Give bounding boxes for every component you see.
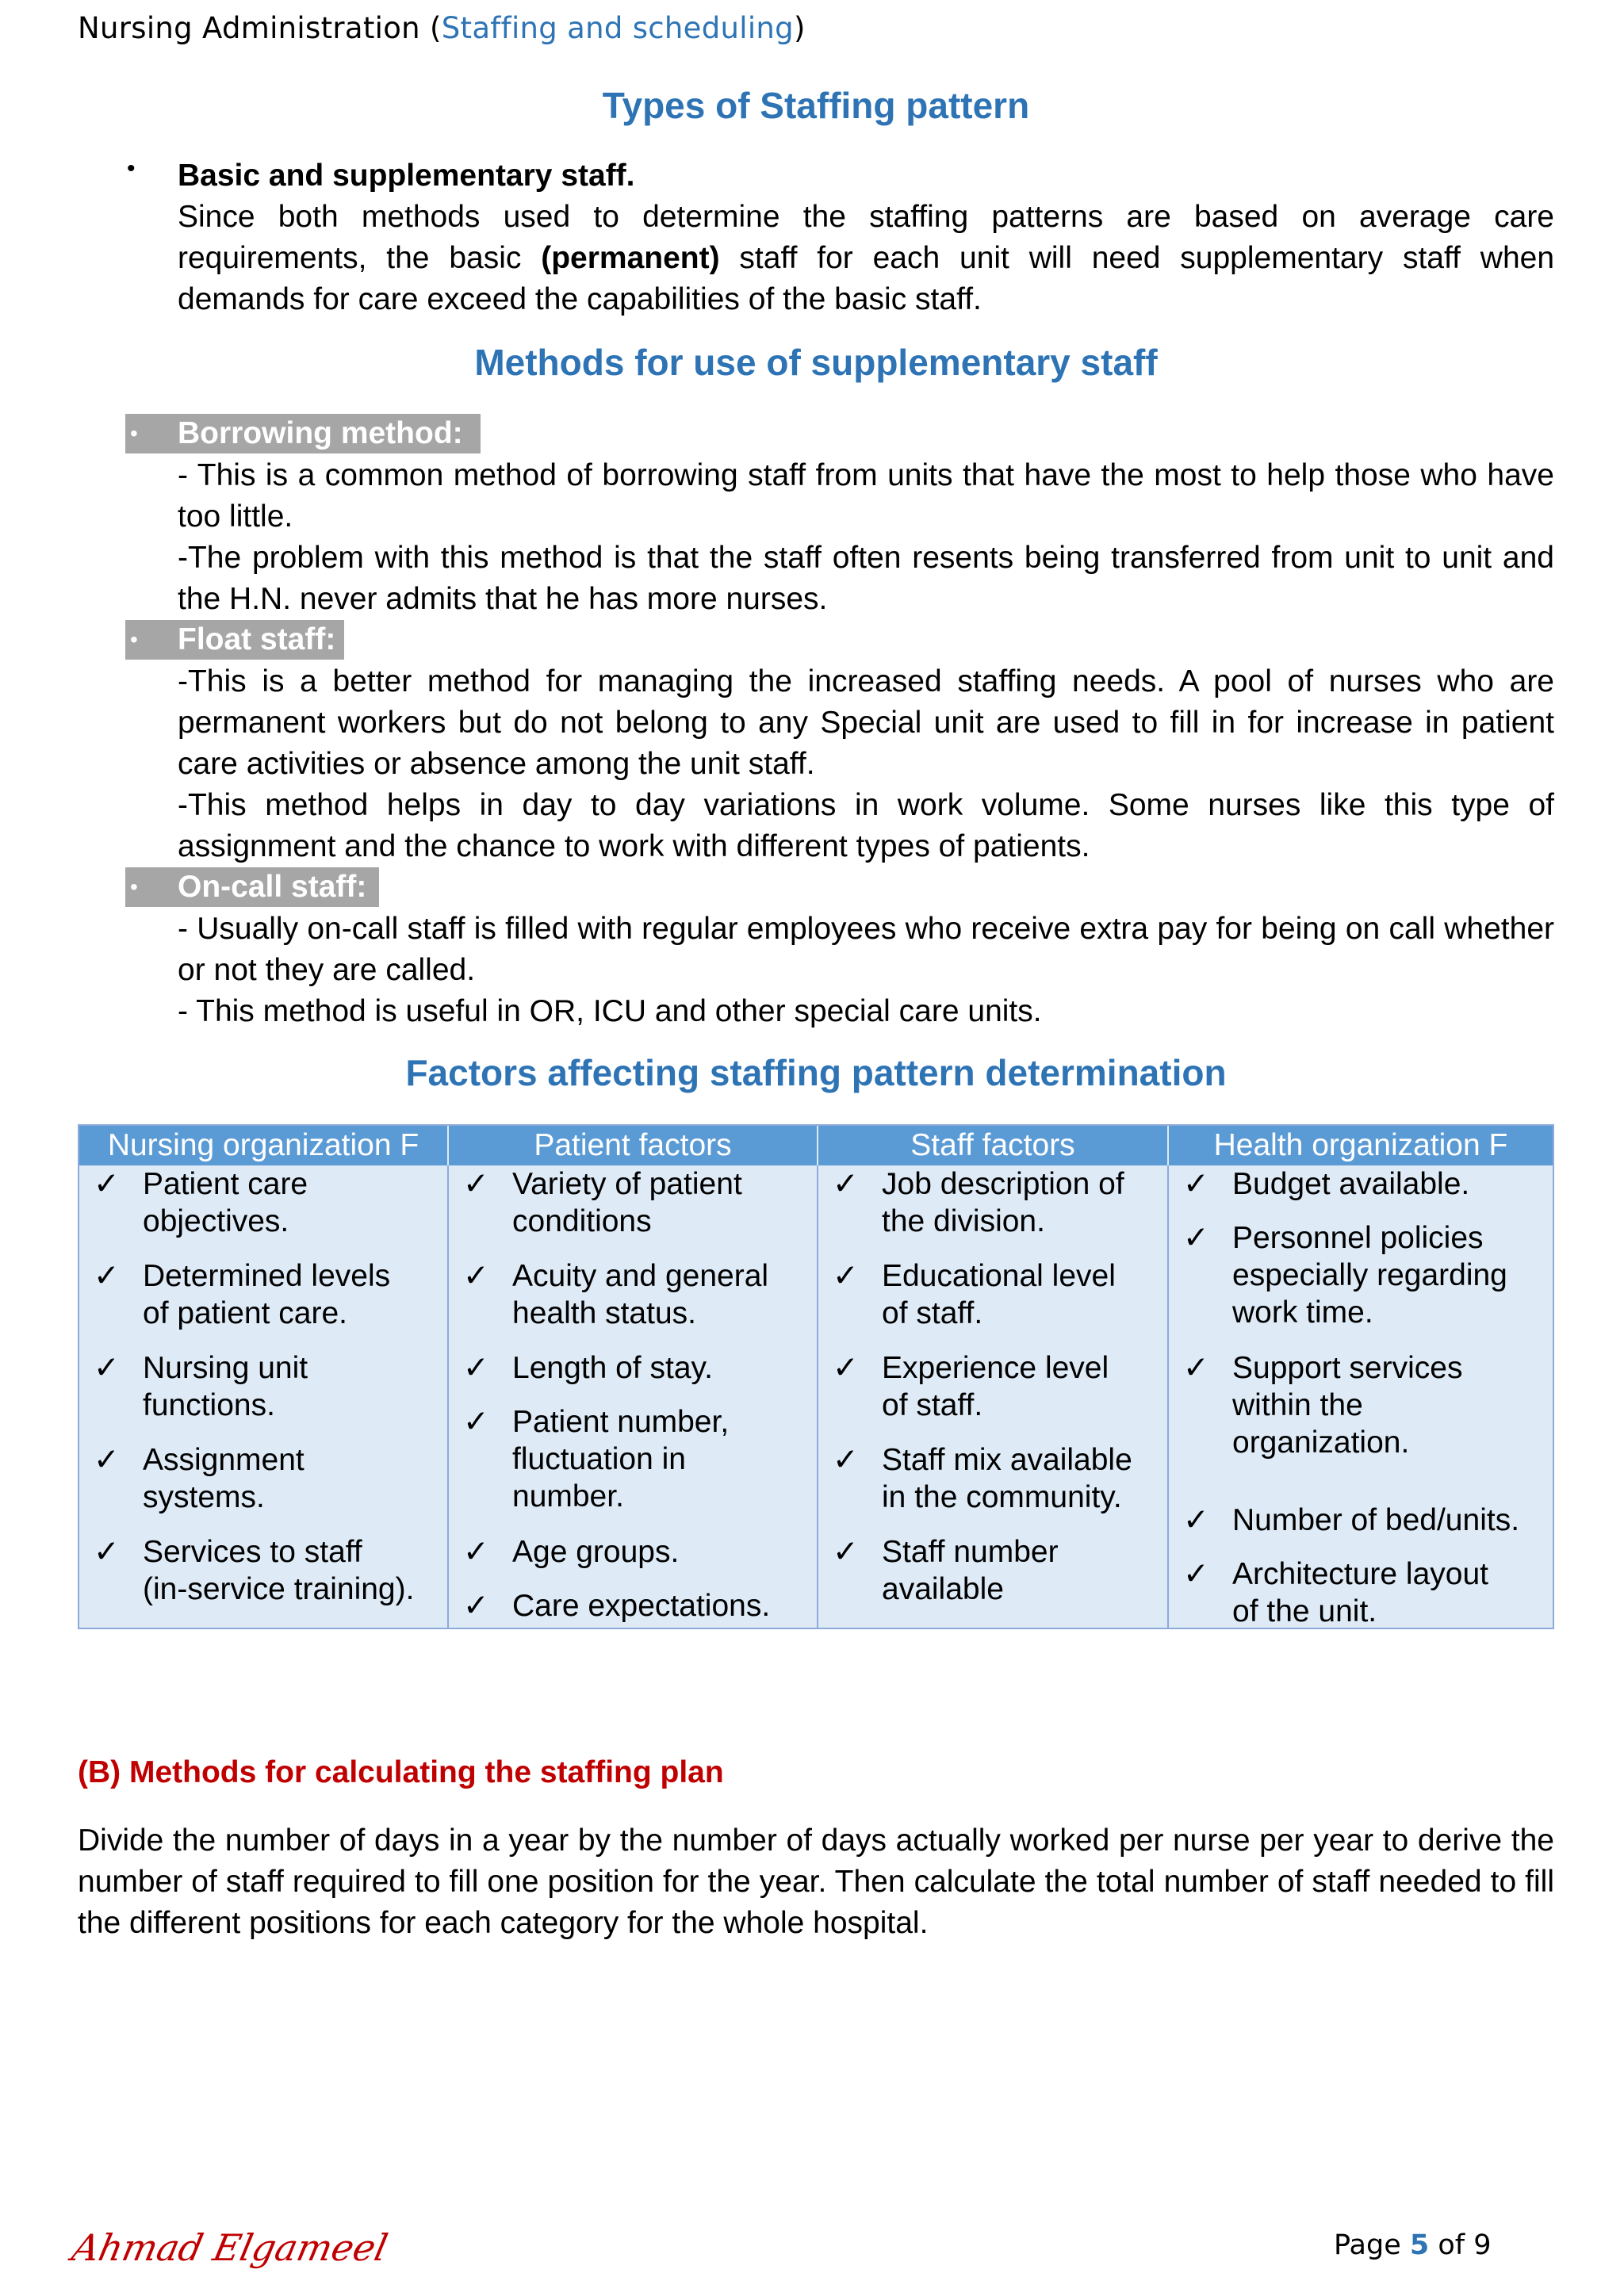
checkmark-icon: ✓ bbox=[463, 1259, 489, 1293]
checkmark-icon: ✓ bbox=[463, 1351, 489, 1385]
header-staff-factors: Staff factors bbox=[818, 1126, 1167, 1165]
checkmark-icon: ✓ bbox=[833, 1167, 859, 1201]
header-accent: Staffing and scheduling bbox=[441, 11, 794, 45]
page-number: Page 5 of 9 bbox=[1334, 2229, 1492, 2261]
checkmark-icon: ✓ bbox=[1183, 1503, 1209, 1537]
checkmark-icon: ✓ bbox=[463, 1405, 489, 1439]
column-staff-factors: ✓ Job description of the division. ✓ Educational level of staff. ✓ Experience level of staff. ✓ Staff mix available in the community. ✓ Staff number available bbox=[818, 1165, 1169, 1628]
oncall-label: On-call staff: bbox=[178, 870, 367, 904]
checkmark-icon: ✓ bbox=[94, 1167, 120, 1201]
checkmark-icon: ✓ bbox=[94, 1259, 120, 1293]
column-health-organization: ✓ Budget available. ✓ Personnel policies especially regarding work time. ✓ Support services within the organization. ✓ Number of bed/units. ✓ Architecture layout of the unit. bbox=[1183, 1167, 1520, 1628]
bullet-icon: • bbox=[130, 627, 138, 652]
checkmark-icon: ✓ bbox=[94, 1351, 120, 1385]
bullet-icon: • bbox=[130, 874, 138, 899]
checkmark-icon: ✓ bbox=[833, 1535, 859, 1569]
checkmark-icon: ✓ bbox=[1183, 1167, 1209, 1201]
oncall-text: - Usually on-call staff is filled with regular employees who receive extra pay for being on call whether or not they are called. - This method is useful in OR, ICU and other special care units. bbox=[178, 912, 1554, 1028]
checkmark-icon: ✓ bbox=[94, 1443, 120, 1477]
checkmark-icon: ✓ bbox=[463, 1167, 489, 1201]
checkmark-icon: ✓ bbox=[833, 1351, 859, 1385]
basic-bullet: Basic and supplementary staff. bbox=[178, 159, 635, 193]
checkmark-icon: ✓ bbox=[463, 1535, 489, 1569]
column-nursing-organization: ✓ Patient care objectives. ✓ Determined levels of patient care. ✓ Nursing unit functions. ✓ Assignment systems. ✓ Services to staff (in-service training). bbox=[79, 1165, 449, 1628]
checkmark-icon: ✓ bbox=[1183, 1557, 1209, 1591]
bullet-icon: • bbox=[130, 421, 138, 446]
checkmark-icon: ✓ bbox=[1183, 1351, 1209, 1385]
header-nursing-organization: Nursing organization F bbox=[79, 1126, 447, 1165]
checkmark-icon: ✓ bbox=[1183, 1221, 1209, 1255]
header-health-organization: Health organization F bbox=[1169, 1126, 1553, 1165]
bullet-icon: • bbox=[127, 155, 136, 182]
header-patient-factors: Patient factors bbox=[449, 1126, 817, 1165]
calc-heading: (B) Methods for calculating the staffing plan bbox=[78, 1755, 724, 1789]
column-patient-factors: ✓ Variety of patient conditions ✓ Acuity and general health status. ✓ Length of stay. ✓ Patient number, fluctuation in number. ✓ Age groups. ✓ Care expectations. bbox=[449, 1165, 818, 1628]
float-label: Float staff: bbox=[178, 622, 336, 656]
types-title: Types of Staffing pattern bbox=[602, 85, 1030, 126]
factors-table bbox=[78, 1124, 1554, 1629]
basic-paragraph: Since both methods used to determine the staffing patterns are based on average care requirements, the basic (permanent) staff for each unit will need supplementary staff when demands for care exceed the capabilities of the basic staff. bbox=[178, 200, 1555, 316]
checkmark-icon: ✓ bbox=[833, 1443, 859, 1477]
author-signature: Ahmad Elgameel bbox=[68, 2226, 392, 2269]
running-header: Nursing Administration (Staffing and scheduling) bbox=[78, 11, 806, 45]
checkmark-icon: ✓ bbox=[833, 1259, 859, 1293]
methods-title: Methods for use of supplementary staff bbox=[474, 342, 1158, 383]
borrowing-text: - This is a common method of borrowing staff from units that have the most to help those who have too little. -The problem with this method is that the staff often resents being transferred from unit to unit and the H.N. never admits that he has more nurses. bbox=[178, 458, 1554, 616]
borrowing-label: Borrowing method: bbox=[178, 416, 463, 450]
checkmark-icon: ✓ bbox=[94, 1535, 120, 1569]
calc-paragraph: Divide the number of days in a year by the number of days actually worked per nurse per year to derive the number of staff required to fill one position for the year. Then calculate the total number of staff needed to fill the different positions for each category for the whole hospital. bbox=[78, 1823, 1554, 1940]
factors-title: Factors affecting staffing pattern determination bbox=[405, 1052, 1227, 1093]
float-text: -This is a better method for managing the increased staffing needs. A pool of nurses who are permanent workers but do not belong to any Special unit are used to fill in for increase in patient care activities or absence among the unit staff. -This method helps in day to day variations in work volume. Some nurses like this type of assignment and the chance to work with different types of patients. bbox=[178, 664, 1554, 863]
checkmark-icon: ✓ bbox=[463, 1589, 489, 1623]
